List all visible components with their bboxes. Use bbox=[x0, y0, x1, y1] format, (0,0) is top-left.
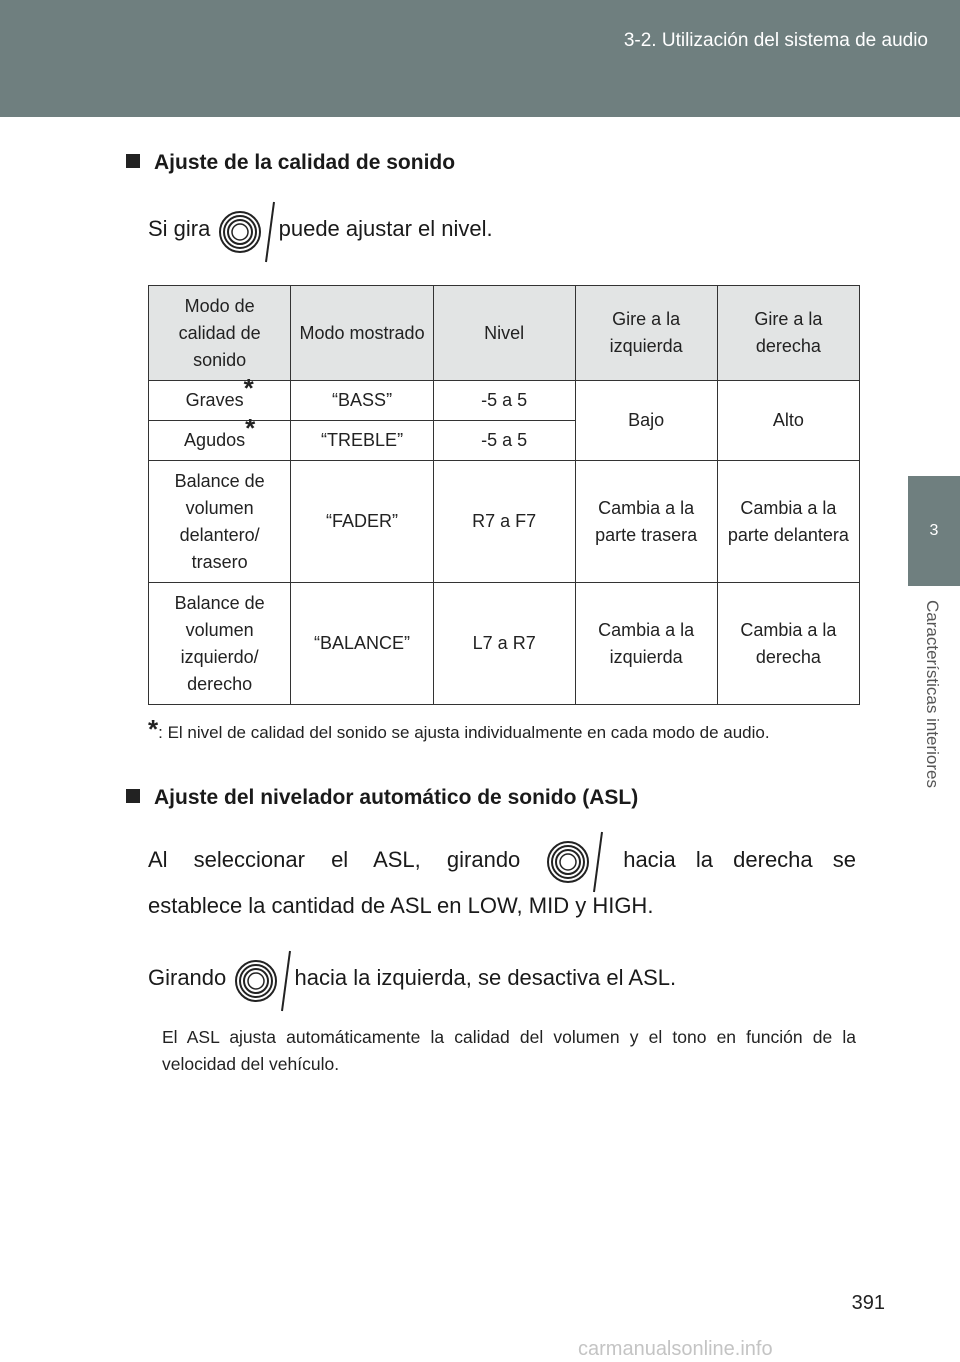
table-cell: Graves* bbox=[149, 381, 291, 421]
watermark: carmanualsonline.info bbox=[578, 1338, 773, 1360]
footnote-marker: * bbox=[148, 714, 159, 744]
asl-paragraph-line2: establece la cantidad de ASL en LOW, MID y HIGH. bbox=[148, 893, 654, 918]
asl-note: El ASL ajusta automáticamente la calidad del volumen y el tono en función de la velocidad del vehículo. bbox=[162, 1027, 856, 1074]
table-header-cell: Modo de calidad de sonido bbox=[149, 286, 291, 381]
sound-quality-table bbox=[148, 285, 860, 705]
table-row bbox=[149, 583, 860, 705]
table-cell: -5 a 5 bbox=[433, 381, 575, 421]
section-heading-sound-quality: Ajuste de la calidad de sonido bbox=[126, 151, 455, 175]
table-footnote: *: El nivel de calidad del sonido se ajusta individualmente en cada modo de audio. bbox=[148, 714, 770, 744]
table-header-row bbox=[149, 286, 860, 381]
table-row bbox=[149, 381, 860, 421]
table-cell: R7 a F7 bbox=[433, 461, 575, 583]
table-cell: -5 a 5 bbox=[433, 421, 575, 461]
page-header bbox=[0, 0, 960, 117]
table-cell: Cambia a la parte trasera bbox=[575, 461, 717, 583]
asl-paragraph-line3: Girando hacia la izquierda, se desactiva el ASL. bbox=[148, 948, 676, 1009]
table-row bbox=[149, 461, 860, 583]
table-cell: Cambia a la parte delantera bbox=[717, 461, 859, 583]
table-cell: Cambia a la izquierda bbox=[575, 583, 717, 705]
table-header-cell: Gire a la izquierda bbox=[575, 286, 717, 381]
table-cell: “BASS” bbox=[291, 381, 434, 421]
bullet-square-icon bbox=[126, 789, 140, 803]
table-cell: Agudos* bbox=[149, 421, 291, 461]
chapter-label-text: Características interiores bbox=[923, 600, 942, 789]
section-heading-asl: Ajuste del nivelador automático de sonido (ASL) bbox=[126, 786, 638, 810]
bullet-square-icon bbox=[126, 154, 140, 168]
page-number: 391 bbox=[851, 1292, 885, 1314]
table-cell: Alto bbox=[717, 381, 859, 461]
volume-knob-icon bbox=[544, 830, 600, 890]
table-header-cell: Modo mostrado bbox=[291, 286, 434, 381]
table-cell: “FADER” bbox=[291, 461, 434, 583]
table-cell: Bajo bbox=[575, 381, 717, 461]
table-header-cell: Gire a la derecha bbox=[717, 286, 859, 381]
chapter-number-tab: 3 bbox=[908, 476, 960, 586]
asl-paragraph-line1: Al seleccionar el ASL, girando hacia la derecha se bbox=[148, 830, 856, 890]
table-cell: Cambia a la derecha bbox=[717, 583, 859, 705]
header-title: 3-2. Utilización del sistema de audio bbox=[623, 30, 928, 51]
table-cell: Balance de volumen delantero/ trasero bbox=[149, 461, 291, 583]
intro-paragraph: Si gira puede ajustar el nivel. bbox=[148, 199, 493, 260]
table-cell: L7 a R7 bbox=[433, 583, 575, 705]
volume-knob-icon bbox=[232, 949, 288, 1009]
table-header-cell: Nivel bbox=[433, 286, 575, 381]
table-cell: “TREBLE” bbox=[291, 421, 434, 461]
table-cell: Balance de volumen izquierdo/ derecho bbox=[149, 583, 291, 705]
table-cell: “BALANCE” bbox=[291, 583, 434, 705]
volume-knob-icon bbox=[216, 200, 272, 260]
chapter-label bbox=[908, 600, 960, 880]
